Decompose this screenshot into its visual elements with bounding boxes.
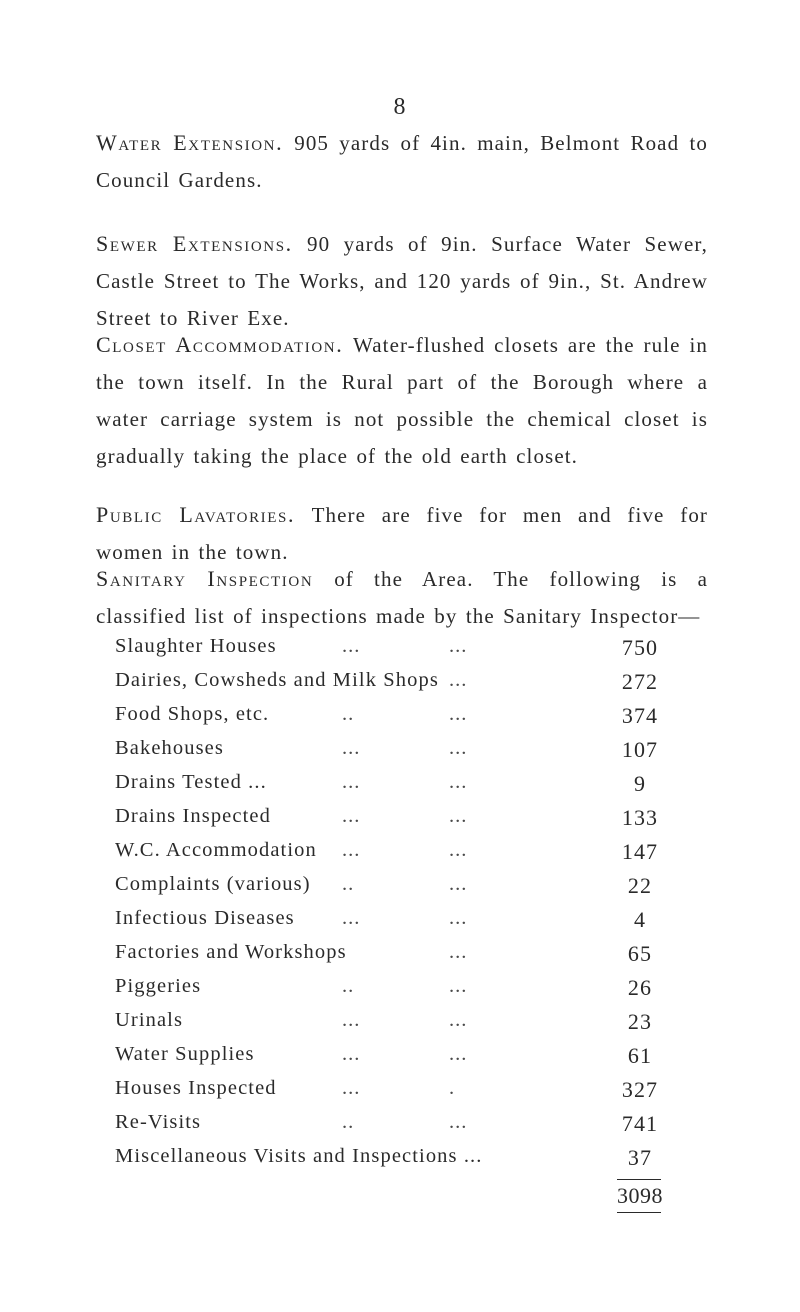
leader-dots: ...	[342, 1043, 361, 1065]
row-value: 272	[621, 669, 659, 694]
table-row	[115, 873, 685, 907]
row-value: 22	[627, 873, 653, 898]
row-label: Drains Tested ...	[115, 771, 267, 793]
row-label: Urinals	[115, 1009, 184, 1031]
row-value: 741	[621, 1111, 659, 1136]
row-value: 26	[627, 975, 653, 1000]
row-value: 374	[621, 703, 659, 728]
total-value: 3098	[617, 1183, 663, 1208]
total-underline	[617, 1212, 661, 1213]
leader-dots: ...	[342, 771, 361, 793]
row-label: Dairies, Cowsheds and Milk Shops	[115, 669, 439, 691]
leader-dots: ...	[449, 737, 468, 759]
leader-dots: ...	[449, 907, 468, 929]
row-label: Infectious Diseases	[115, 907, 295, 929]
leader-dots: ...	[449, 703, 468, 725]
row-value: 37	[627, 1145, 653, 1170]
leader-dots: ...	[342, 1077, 361, 1099]
table-row	[115, 737, 685, 771]
table-row	[115, 669, 685, 703]
row-label: Bakehouses	[115, 737, 224, 759]
row-value: 23	[627, 1009, 653, 1034]
closet-accommodation-heading: Closet Accommodation.	[96, 332, 344, 357]
row-label: Factories and Workshops	[115, 941, 347, 963]
leader-dots: ...	[342, 839, 361, 861]
leader-dots: ...	[449, 1111, 468, 1133]
leader-dots: ...	[449, 1043, 468, 1065]
leader-dots: ..	[342, 703, 355, 725]
row-label: W.C. Accommodation	[115, 839, 317, 861]
leader-dots: ...	[449, 941, 468, 963]
leader-dots: ..	[342, 1111, 355, 1133]
row-value: 4	[633, 907, 647, 932]
table-row	[115, 805, 685, 839]
table-row	[115, 771, 685, 805]
leader-dots: ...	[342, 635, 361, 657]
table-row	[115, 635, 685, 669]
sewer-extensions-paragraph	[96, 225, 708, 337]
table-row	[115, 941, 685, 975]
row-label: Slaughter Houses	[115, 635, 277, 657]
table-row	[115, 1145, 685, 1179]
water-extension-paragraph	[96, 124, 708, 199]
closet-accommodation-text: Water-flushed closets are the rule in the town itself. In the Rural part of the Borough where a water carriage system is not possible the chemical closet is gradually taking the place of the old earth closet.	[96, 333, 708, 468]
row-value: 147	[621, 839, 659, 864]
inspections-table	[115, 635, 685, 1219]
leader-dots: ...	[449, 805, 468, 827]
row-value: 327	[621, 1077, 659, 1102]
row-label: Water Supplies	[115, 1043, 255, 1065]
row-value: 133	[621, 805, 659, 830]
leader-dots: ..	[342, 975, 355, 997]
total-rule	[617, 1179, 661, 1180]
water-extension-heading: Water Extension.	[96, 130, 284, 155]
leader-dots: .	[449, 1077, 456, 1099]
total-row	[115, 1179, 685, 1219]
water-extension-text: 905 yards of 4in. main, Belmont Road to Council Gardens.	[96, 131, 708, 192]
row-label: Houses Inspected	[115, 1077, 277, 1099]
sewer-extensions-heading: Sewer Extensions.	[96, 231, 293, 256]
leader-dots: ..	[342, 873, 355, 895]
sanitary-inspection-heading: Sanitary Inspection	[96, 566, 314, 591]
row-label: Re-Visits	[115, 1111, 202, 1133]
row-value: 61	[627, 1043, 653, 1068]
row-label: Piggeries	[115, 975, 202, 997]
leader-dots: ...	[449, 873, 468, 895]
row-value: 750	[621, 635, 659, 660]
leader-dots: ...	[342, 907, 361, 929]
page-number: 8	[393, 94, 407, 120]
leader-dots: ...	[449, 1009, 468, 1031]
leader-dots: ...	[449, 975, 468, 997]
table-row	[115, 1077, 685, 1111]
row-label: Miscellaneous Visits and Inspections ...	[115, 1145, 483, 1167]
row-value: 65	[627, 941, 653, 966]
row-label: Drains Inspected	[115, 805, 271, 827]
table-row	[115, 1043, 685, 1077]
public-lavatories-text: There are five for men and five for women in the town.	[96, 503, 709, 564]
closet-accommodation-paragraph	[96, 326, 708, 475]
sanitary-inspection-text: of the Area. The following is a classified list of inspections made by the Sanitary Inspector—	[96, 567, 708, 628]
row-label: Food Shops, etc.	[115, 703, 270, 725]
table-row	[115, 907, 685, 941]
row-label: Complaints (various)	[115, 873, 311, 895]
sanitary-inspection-paragraph	[96, 560, 708, 635]
table-row	[115, 1009, 685, 1043]
leader-dots: ...	[449, 635, 468, 657]
row-value: 9	[633, 771, 647, 796]
leader-dots: ...	[449, 771, 468, 793]
leader-dots: ...	[342, 805, 361, 827]
leader-dots: ...	[342, 737, 361, 759]
leader-dots: ...	[449, 839, 468, 861]
public-lavatories-heading: Public Lavatories.	[96, 502, 296, 527]
sewer-extensions-text: 90 yards of 9in. Surface Water Sewer, Castle Street to The Works, and 120 yards of 9in., St. Andrew Street to River Exe.	[96, 232, 708, 330]
leader-dots: ...	[342, 1009, 361, 1031]
table-row	[115, 975, 685, 1009]
row-value: 107	[621, 737, 659, 762]
leader-dots: ...	[449, 669, 468, 691]
table-row	[115, 1111, 685, 1145]
table-row	[115, 839, 685, 873]
table-row	[115, 703, 685, 737]
